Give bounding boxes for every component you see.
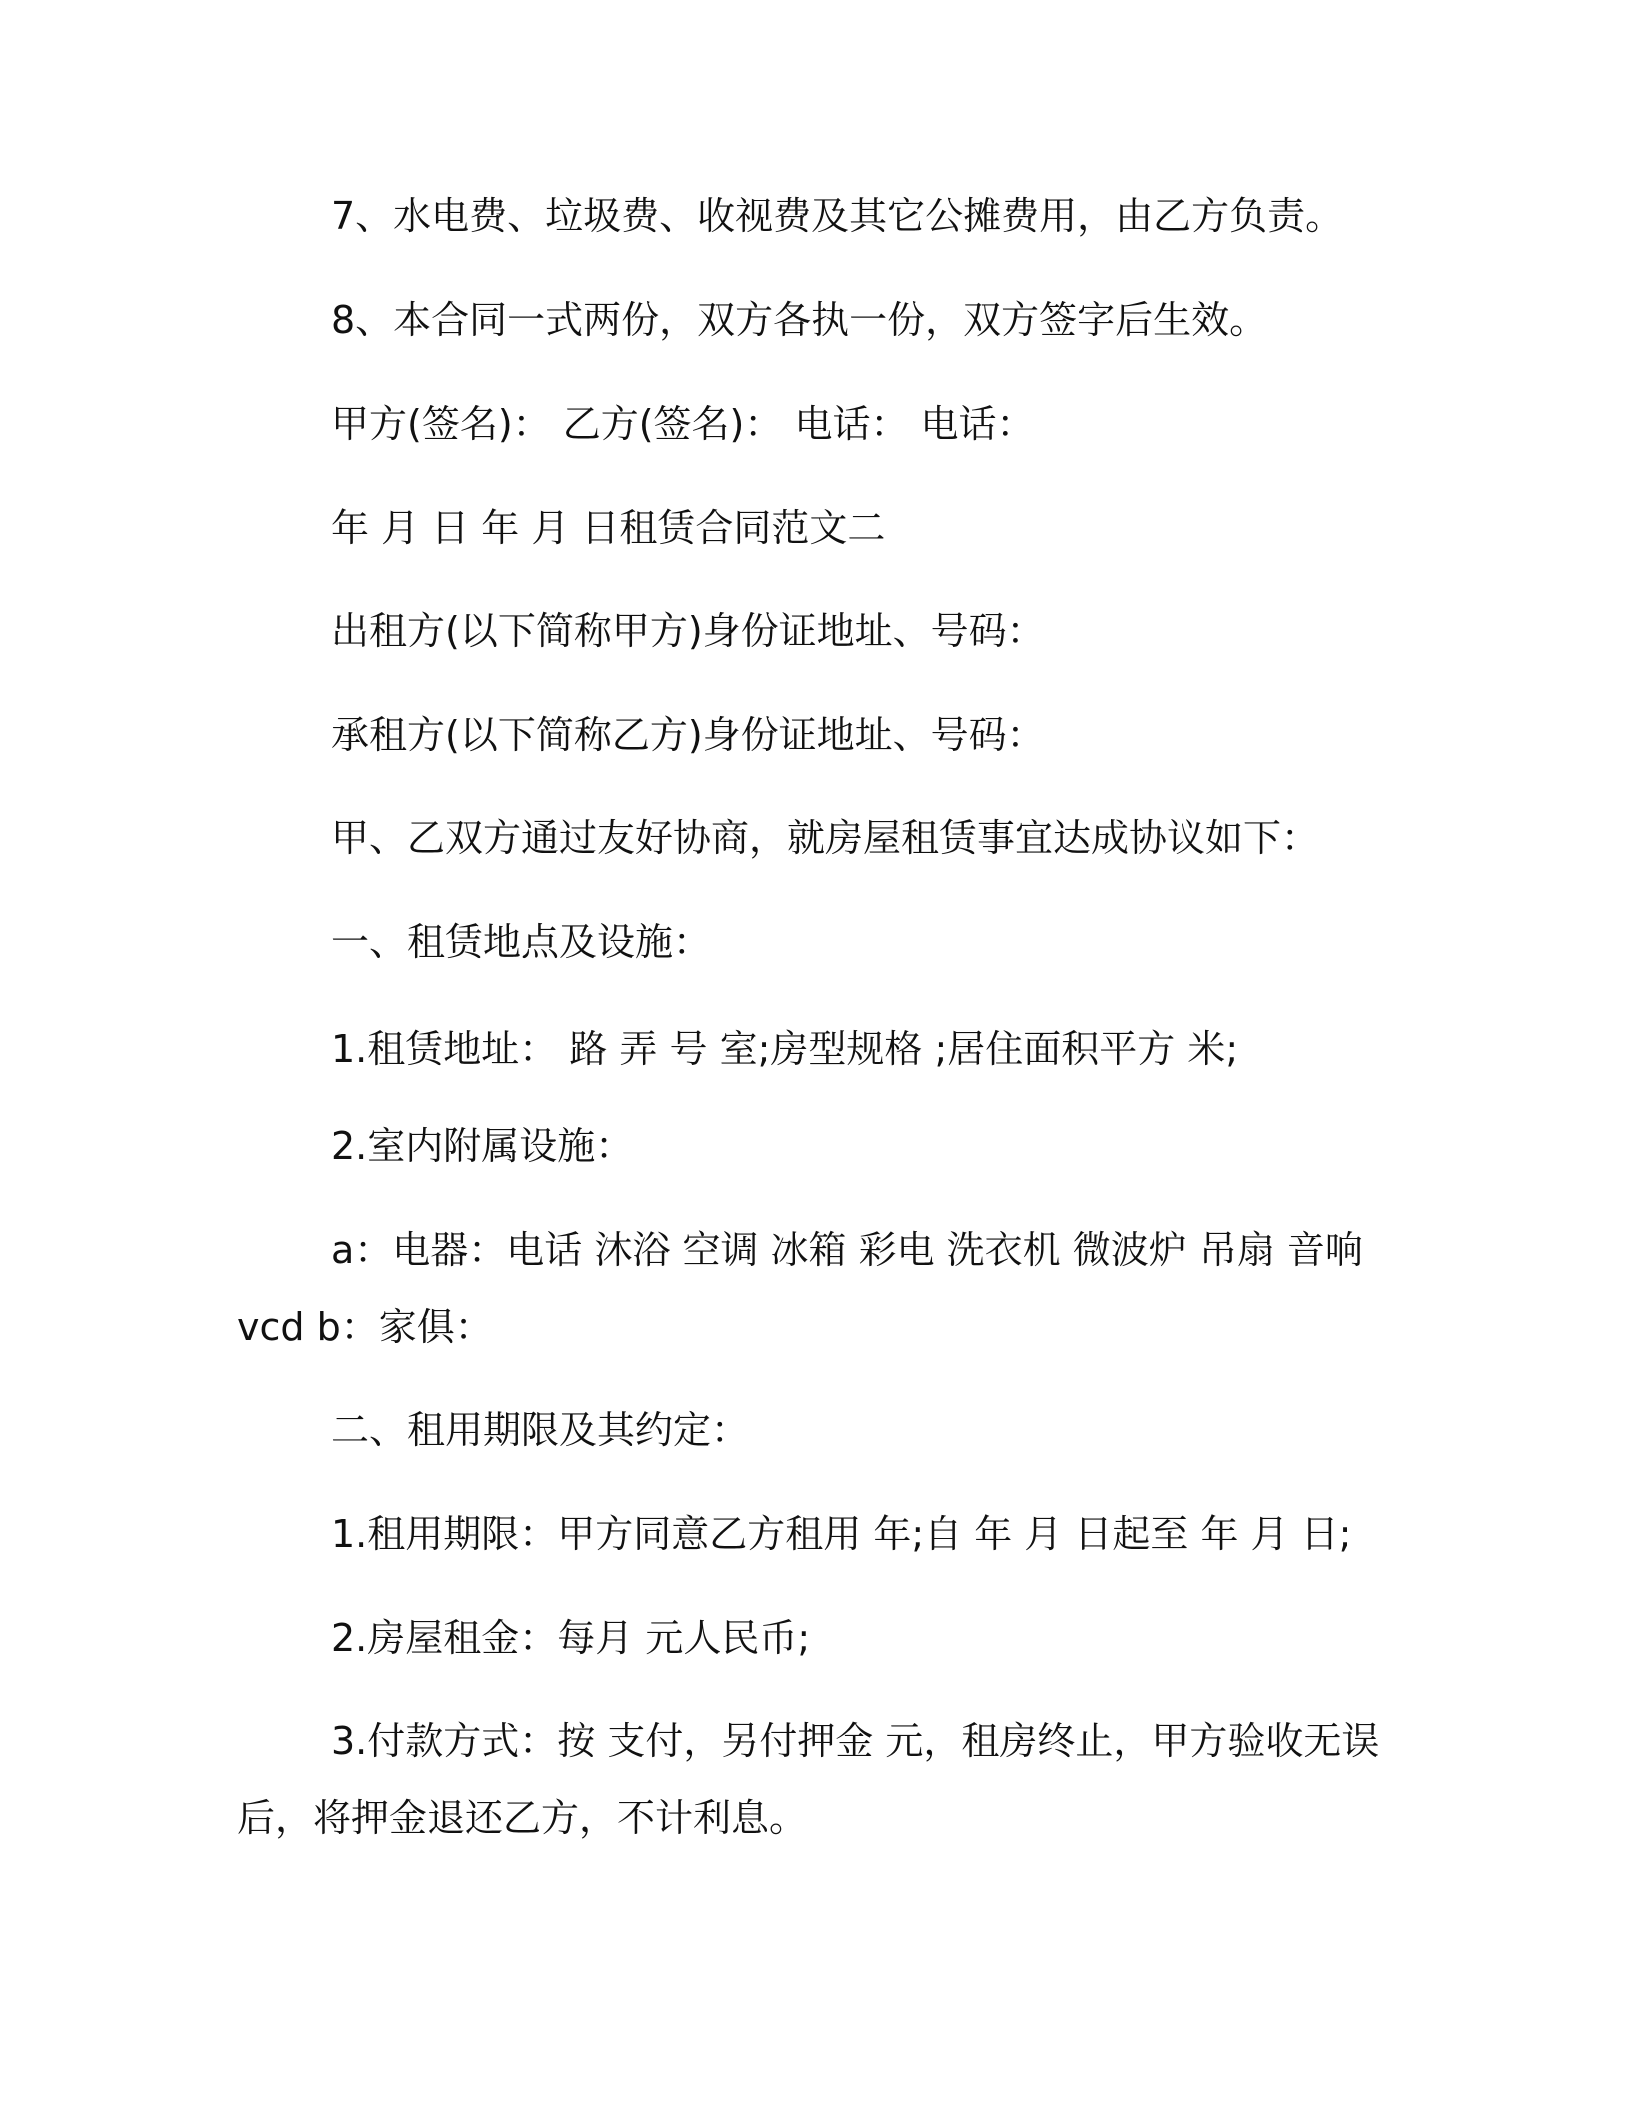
payment-line-1: 3.付款方式：按 支付，另付押金 元，租房终止，甲方验收无误 (331, 1719, 1380, 1763)
rent-line: 2.房屋租金：每月 元人民币; (331, 1616, 811, 1660)
agreement-intro: 甲、乙双方通过友好协商，就房屋租赁事宜达成协议如下： (331, 816, 1320, 860)
section-one-heading: 一、租赁地点及设施： (331, 920, 712, 964)
section-two-heading: 二、租用期限及其约定： (331, 1408, 750, 1452)
payment-line-2: 后，将押金退还乙方，不计利息。 (237, 1796, 808, 1840)
clause-8: 8、本合同一式两份，双方各执一份，双方签字后生效。 (331, 298, 1268, 342)
date-and-title-line: 年 月 日 年 月 日租赁合同范文二 (331, 506, 886, 550)
lessee-line: 承租方(以下简称乙方)身份证地址、号码： (331, 713, 1045, 757)
rental-address-line: 1.租赁地址： 路 弄 号 室;房型规格 ;居住面积平方 米; (331, 1027, 1239, 1071)
facilities-line-1: a：电器：电话 沐浴 空调 冰箱 彩电 洗衣机 微波炉 吊扇 音响 (331, 1228, 1363, 1272)
signature-line: 甲方(签名)： 乙方(签名)： 电话： 电话： (331, 402, 1035, 446)
facilities-line-2: vcd b：家俱： (237, 1305, 493, 1349)
facilities-heading: 2.室内附属设施： (331, 1124, 634, 1168)
lease-term-line: 1.租用期限：甲方同意乙方租用 年;自 年 月 日起至 年 月 日; (331, 1512, 1352, 1556)
lessor-line: 出租方(以下简称甲方)身份证地址、号码： (331, 609, 1045, 653)
clause-7: 7、水电费、垃圾费、收视费及其它公摊费用，由乙方负责。 (331, 194, 1344, 238)
